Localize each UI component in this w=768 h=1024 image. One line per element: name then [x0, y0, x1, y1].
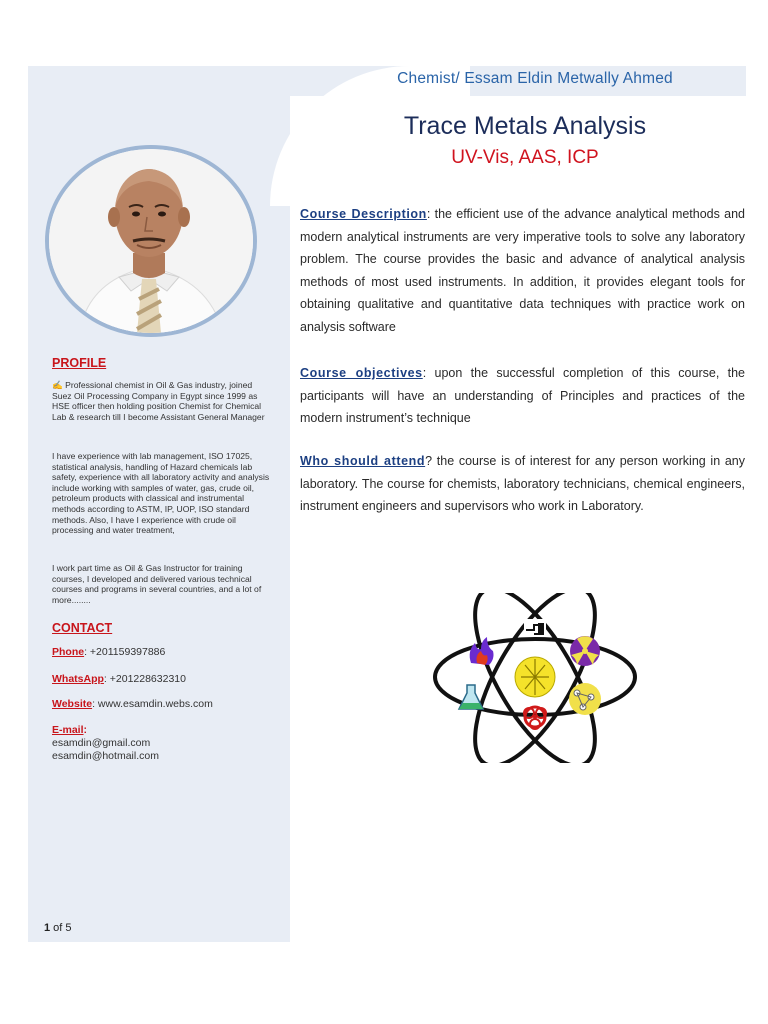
course-objectives-text: : upon the successful completion of this course, the participants will have an understanding of Principles and practices of the modern instrument’s technique — [300, 366, 745, 425]
profile-text-1: Professional chemist in Oil & Gas industry, joined Suez Oil Processing Company in Egypt since 1999 as HSE officer then holding position Chemist for Chemical Lab & research till I become Assistant General Manager — [52, 380, 265, 422]
contact-heading: CONTACT — [52, 621, 113, 635]
course-description-text: : the efficient use of the advance analytical methods and modern analytical instruments are very imperative tools to solve any laboratory problem. The course provides the basic and advance of analytical analysis methods of most used instruments. In addition, it provides elegant tools for obtaining qualitative and quantitative data techniques with practice work on analysis software — [300, 207, 745, 334]
page-number — [44, 922, 72, 934]
website-label: Website — [52, 698, 93, 710]
phone-line — [52, 646, 165, 658]
course-description-label: Course Description — [300, 207, 427, 221]
profile-heading: PROFILE — [52, 356, 107, 370]
molecule-icon — [569, 683, 601, 715]
flask-icon — [459, 685, 483, 709]
page-total: of 5 — [50, 922, 72, 934]
who-should-attend-label: Who should attend — [300, 454, 426, 468]
email-colon: : — [83, 724, 88, 736]
whatsapp-line — [52, 673, 186, 685]
radiation-icon — [570, 636, 600, 666]
atom-safety-illustration — [425, 593, 645, 763]
electrical-icon — [524, 619, 546, 637]
course-objectives — [300, 362, 745, 430]
whatsapp-label: WhatsApp — [52, 673, 104, 685]
phone-value: : +201159397886 — [84, 646, 166, 658]
website-line — [52, 698, 213, 710]
course-description — [300, 203, 745, 338]
email-label: E-mail — [52, 724, 84, 736]
course-objectives-label: Course objectives — [300, 366, 423, 380]
email-link-1[interactable]: esamdin@gmail.com — [52, 737, 151, 749]
profile-paragraph-2: I have experience with lab management, ISO 17025, statistical analysis, handling of Hazard chemicals lab safety, experience with all laboratory activity and analysis include working with samples of water, gas, crude oil, petroleum products with classical and instrumental methods according to ASTM, IP, UOP, ISO standard methods. Also, I have I experience with crude oil processing and water treatment, — [52, 451, 270, 536]
who-should-attend — [300, 450, 745, 518]
profile-paragraph-1 — [52, 380, 274, 422]
avatar — [45, 145, 257, 337]
who-should-attend-text: ? the course is of interest for any person working in any laboratory. The course for chemists, laboratory technicians, chemical engineers, instrument engineers and supervisors who work in Laboratory. — [300, 454, 745, 513]
email-link-2[interactable]: esamdin@hotmail.com — [52, 750, 159, 762]
page-current: 1 — [44, 922, 51, 934]
whatsapp-value: : +201228632310 — [103, 673, 186, 685]
profile-paragraph-3: I work part time as Oil & Gas Instructor for training courses, I developed and delivered various technical courses and programs in several countries, and a lot of more........ — [52, 563, 262, 605]
email-line — [52, 724, 87, 736]
page-title: Trace Metals Analysis — [403, 112, 647, 140]
pen-icon: ✍ — [52, 380, 63, 390]
phone-label: Phone — [52, 646, 85, 658]
page-subtitle: UV-Vis, AAS, ICP — [451, 147, 599, 168]
author-name: Chemist/ Essam Eldin Metwally Ahmed — [397, 70, 673, 87]
website-link[interactable]: : www.esamdin.webs.com — [92, 698, 213, 710]
biohazard-icon — [524, 707, 546, 729]
